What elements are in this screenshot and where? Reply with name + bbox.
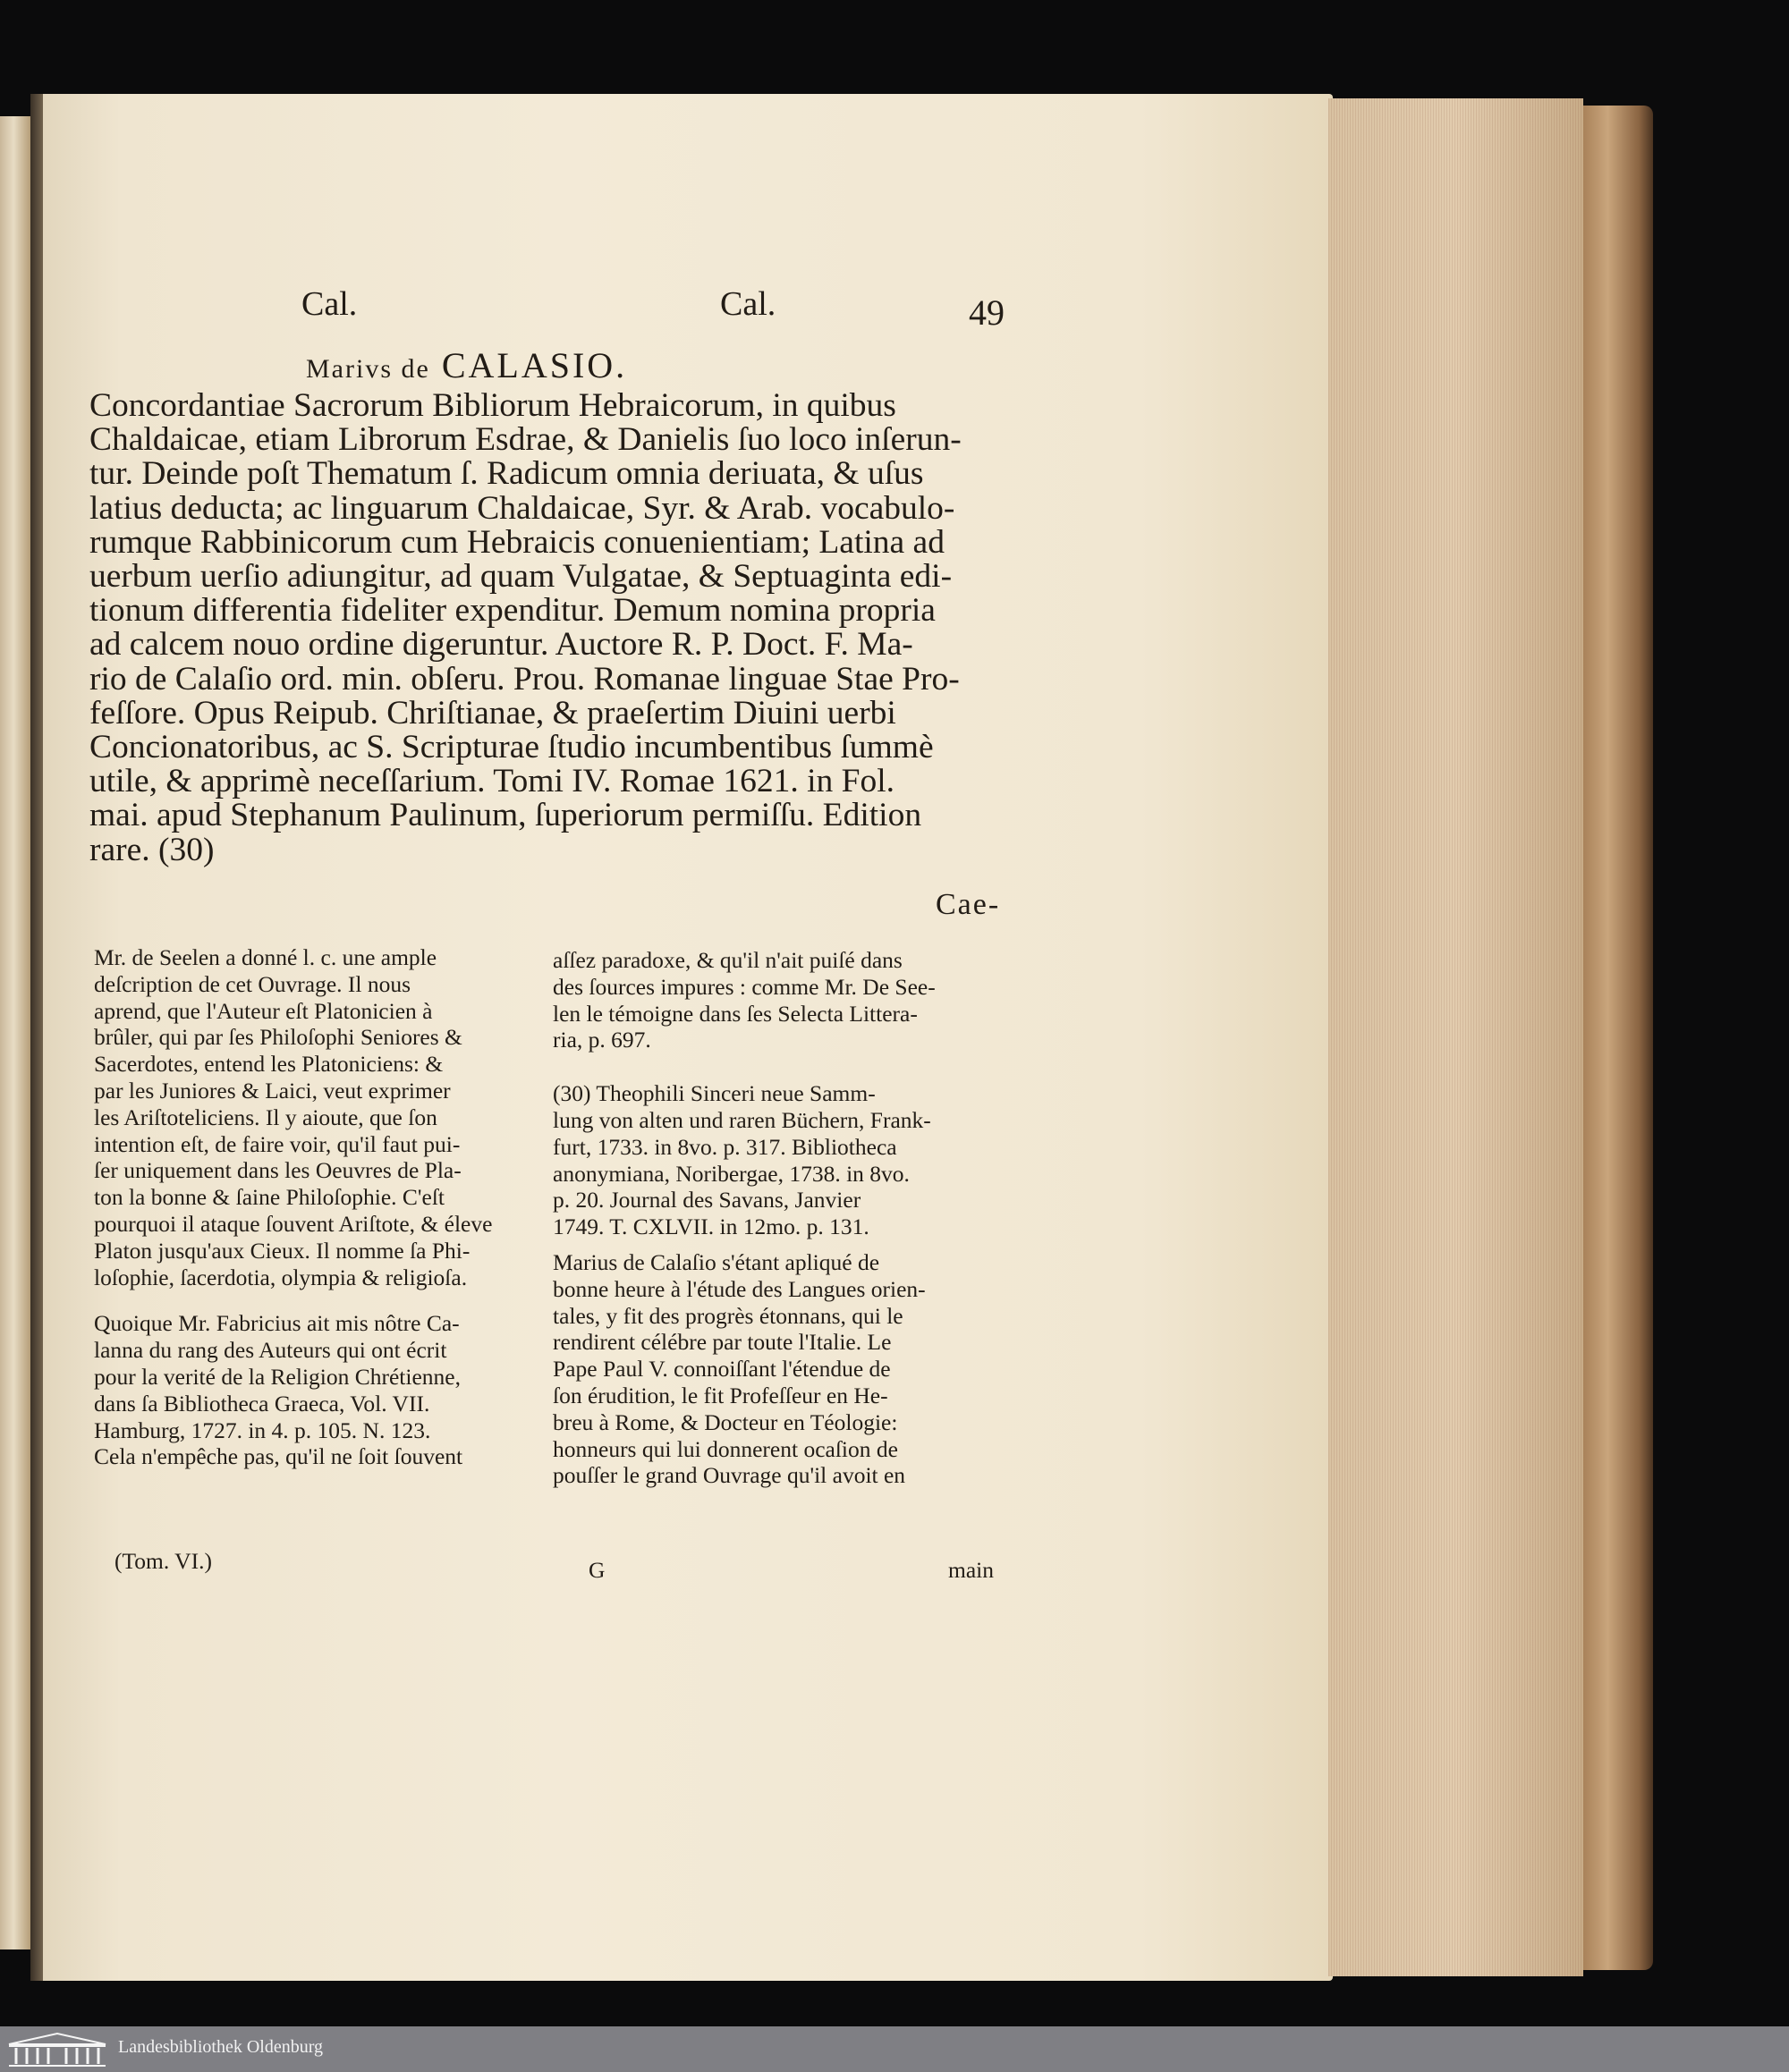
note-line: Cela n'empêche pas, qu'il ne ſoit ſouvent — [94, 1443, 463, 1470]
note-line: tales, y fit des progrès étonnans, qui le — [553, 1302, 903, 1329]
entry-line: mai. apud Stephanum Paulinum, ſuperiorum permiſſu. Edition — [89, 797, 922, 834]
note-line: des ſources impures : comme Mr. De See- — [553, 973, 936, 1000]
note-line: deſcription de cet Ouvrage. Il nous — [94, 970, 411, 997]
page-fore-edge — [1328, 98, 1583, 1976]
note-line: len le témoigne dans ſes Selecta Littera- — [553, 1000, 918, 1027]
note-line: Marius de Calaſio s'étant apliqué de — [553, 1249, 880, 1275]
note-line: dans ſa Bibliotheca Graeca, Vol. VII. — [94, 1390, 430, 1417]
entry-line: Chaldaicae, etiam Librorum Esdrae, & Danielis ſuo loco inſerun- — [89, 421, 962, 459]
note-line: lung von alten und raren Büchern, Frank- — [553, 1107, 931, 1133]
running-head-left: Cal. — [301, 285, 358, 323]
note-line: ſer uniquement dans les Oeuvres de Pla- — [94, 1157, 462, 1184]
entry-line: tur. Deinde poſt Thematum ſ. Radicum omnia deriuata, & uſus — [89, 455, 924, 493]
note-line: Hamburg, 1727. in 4. p. 105. N. 123. — [94, 1417, 431, 1443]
entry-line: uerbum uerſio adiungitur, ad quam Vulgatae, & Septuaginta edi- — [89, 558, 953, 595]
note-line: furt, 1733. in 8vo. p. 317. Bibliotheca — [553, 1133, 897, 1160]
note-line: lanna du rang des Auteurs qui ont écrit — [94, 1337, 447, 1364]
running-head-center: Cal. — [720, 285, 776, 323]
title-surname: CALASIO. — [441, 345, 628, 385]
note-line: rendirent célébre par toute l'Italie. Le — [553, 1329, 892, 1356]
entry-line: feſſore. Opus Reipub. Chriſtianae, & praeſertim Diuini uerbi — [89, 694, 896, 732]
entry-line: utile, & apprimè neceſſarium. Tomi IV. Romae 1621. in Fol. — [89, 763, 895, 800]
volume-footer: (Tom. VI.) — [114, 1548, 212, 1574]
note-line: aſſez paradoxe, & qu'il n'ait puiſé dans — [553, 947, 903, 973]
note-line: Platon jusqu'aux Cieux. Il nomme ſa Phi- — [94, 1237, 471, 1264]
page-number: 49 — [969, 292, 1005, 333]
note-line: Mr. de Seelen a donné l. c. une ample — [94, 944, 437, 970]
entry-line: Concionatoribus, ac S. Scripturae ſtudio incumbentibus ſummè — [89, 729, 934, 765]
note-line: aprend, que l'Auteur eſt Platonicien à — [94, 997, 433, 1024]
title-first-part: Marivs de — [306, 354, 430, 384]
entry-title — [306, 344, 627, 386]
note-line: loſophie, ſacerdotia, olympia & religioſa. — [94, 1264, 468, 1290]
note-line: intention eſt, de faire voir, qu'il faut pui- — [94, 1130, 461, 1157]
previous-page-edge — [0, 116, 33, 1949]
note-line: p. 20. Journal des Savans, Janvier — [553, 1187, 861, 1214]
note-line: honneurs qui lui donnerent ocaſion de — [553, 1435, 898, 1462]
note-line: Pape Paul V. connoiſſant l'étendue de — [553, 1356, 891, 1383]
entry-line: rio de Calaſio ord. min. obſeru. Prou. Romanae linguae Stae Pro- — [89, 660, 960, 698]
entry-line: rumque Rabbinicorum cum Hebraicis conuenientiam; Latina ad — [89, 523, 945, 561]
entry-line: latius deducta; ac linguarum Chaldaicae, Syr. & Arab. vocabulo- — [89, 489, 955, 527]
note-line: bonne heure à l'étude des Langues orien- — [553, 1275, 926, 1302]
note-line: Sacerdotes, entend les Platoniciens: & — [94, 1051, 444, 1078]
entry-line: ad calcem nouo ordine digeruntur. Auctore R. P. Doct. F. Ma- — [89, 626, 913, 664]
note-line: les Ariſtoteliciens. Il y aioute, que ſon — [94, 1104, 437, 1130]
note-line: pouſſer le grand Ouvrage qu'il avoit en — [553, 1462, 906, 1489]
note-line: anonymiana, Noribergae, 1738. in 8vo. — [553, 1160, 910, 1187]
note-line: breu à Rome, & Docteur en Téologie: — [553, 1408, 898, 1435]
signature-mark: G — [589, 1557, 606, 1583]
entry-line: tionum differentia fideliter expenditur. Demum nomina propria — [89, 592, 936, 630]
note-line: pour la verité de la Religion Chrétienne, — [94, 1364, 461, 1390]
catchword-bottom: main — [948, 1557, 994, 1583]
note-line: ton la bonne & ſaine Philoſophie. C'eſt — [94, 1184, 445, 1211]
note-line: Quoique Mr. Fabricius ait mis nôtre Ca- — [94, 1310, 460, 1337]
note-line: 1749. T. CXLVII. in 12mo. p. 131. — [553, 1214, 869, 1240]
note-line: ſon érudition, le fit Profeſſeur en He- — [553, 1383, 888, 1408]
entry-line: rare. (30) — [89, 831, 215, 868]
note-line: pourquoi il ataque ſouvent Ariſtote, & éleve — [94, 1211, 493, 1237]
library-name: Landesbibliothek Oldenburg — [118, 2037, 324, 2057]
note-line: ria, p. 697. — [553, 1027, 651, 1053]
book-binding — [1583, 106, 1653, 1970]
note-line: (30) Theophili Sinceri neue Samm- — [553, 1080, 876, 1107]
library-building-icon — [7, 2032, 107, 2068]
catchword-top: Cae- — [936, 888, 1001, 921]
entry-line: Concordantiae Sacrorum Bibliorum Hebraicorum, in quibus — [89, 387, 896, 424]
note-line: brûler, qui par ſes Philoſophi Seniores & — [94, 1024, 462, 1051]
note-line: par les Juniores & Laici, veut exprimer — [94, 1078, 451, 1104]
